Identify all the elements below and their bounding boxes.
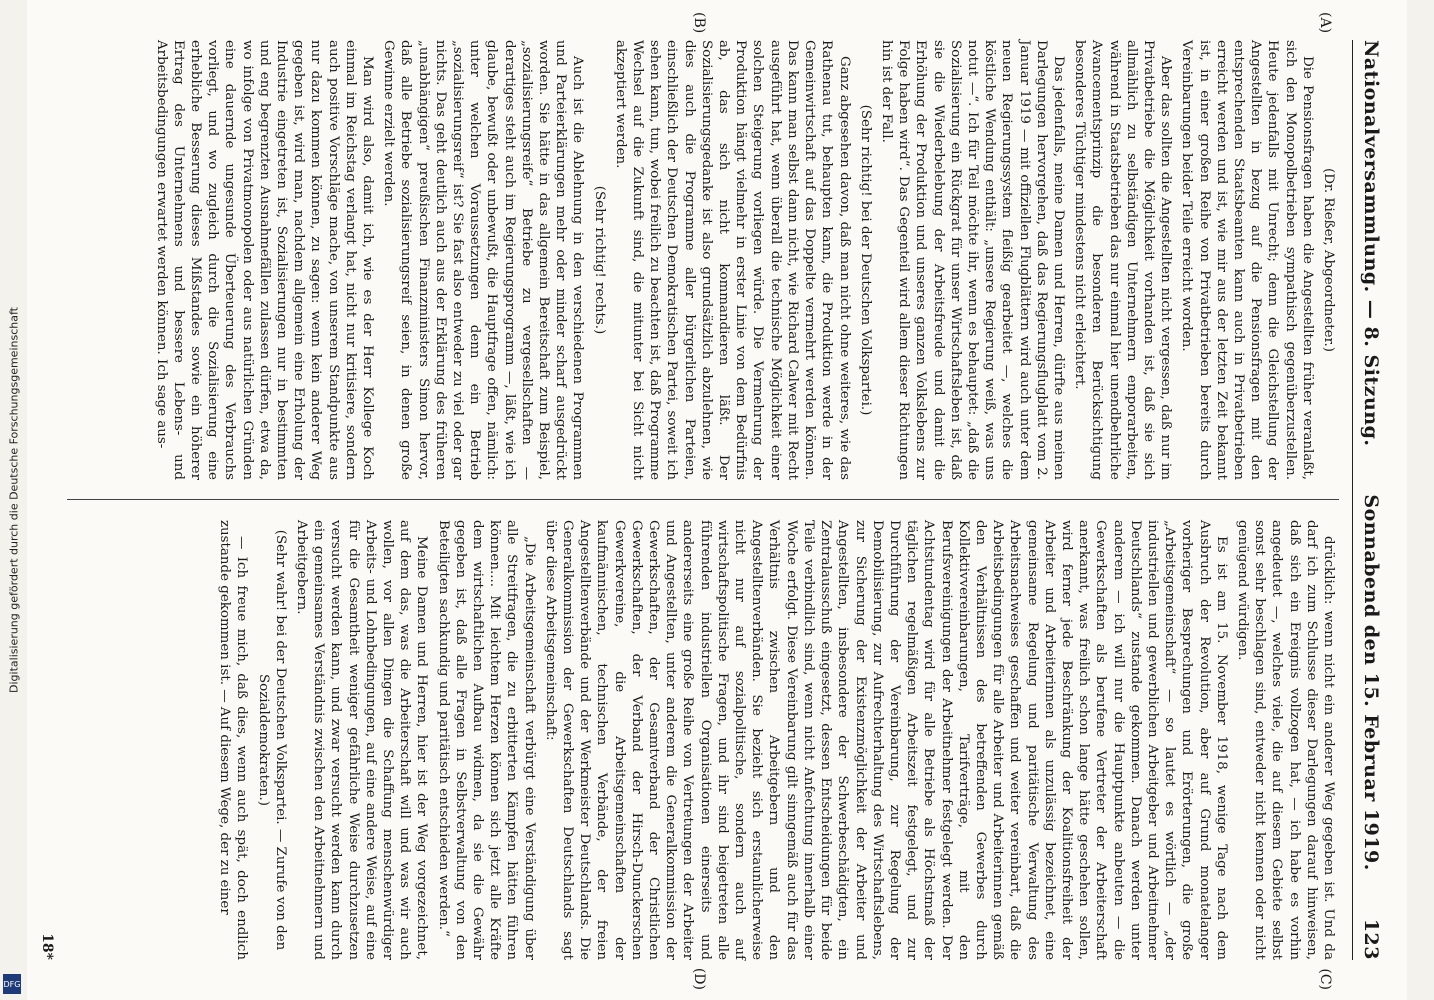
left-column: [67, 40, 1337, 480]
paragraph: — Ich freue mich, daß dies, wenn auch spät, doch endlich zustande gekommen ist. — Auf diesem Wege, der zu einer: [217, 520, 250, 960]
margin-marker-a: (A): [1317, 12, 1333, 34]
paragraph: Man wird also, damit ich, wie es der Herr Kollege Koch einmal im Reichstag verlangt hat, nicht nur kritisiere, sondern auch positive Vorschläge mache, von unserem Standpunkte aus nur dazu kommen können, zu sagen: wenn kein anderer Weg gegeben ist, wird man, nachdem allgemein eine Erholung der Industrie eingetreten ist, Sozialisierungen nur in bestimmten und eng begrenzten Ausnahmefällen zulassen dürfen, etwa da, wo infolge von Privatmonopolen oder aus natürlichen Gründen eine dauernde ungesunde Überteuerung des Verbrauchs vorliegt, und wo zugleich durch die Sozialisierung eine erhebliche Besserung dieses Mißstandes sowie ein höherer Ertrag des Unternehmens und bessere Lebens- und Arbeitsbedingungen erwartet werden können. Ich sage aus-: [153, 40, 376, 480]
paragraph: (Dr. Rießer, Abgeordneter.): [1321, 167, 1336, 353]
margin-marker-b: (B): [691, 12, 707, 34]
margin-marker-c: (C): [1317, 968, 1333, 990]
margin-marker-d: (D): [691, 967, 707, 990]
right-column: [67, 520, 1337, 960]
paragraph: (Sehr richtig! bei der Deutschen Volkspartei.): [857, 104, 873, 416]
paragraph: Aber das sollten die Angestellten nicht vergessen, daß nur im Privatbetriebe die Möglichkeit vorhanden ist, daß sie sich allmählich zu selbständigen Unternehmern emporarbeiten, während in Staatsbetrieben das nur einmal hier unendbehrliche Avancementsprinzip die besonderen Berücksichtigung besonderes Tüchtiger mindestens nicht erleichtert.: [1072, 40, 1174, 480]
paragraph: drücklich: wenn nicht ein anderer Weg gegeben ist. Und da darf ich zum Schlusse dieser Darlegungen darauf hinweisen, daß sich ein Ereignis vollzogen hat, — ich habe es vorhin angedeutet —, welches viele, die auf diesem Gebiete selbst sonst sehr beschlagen sind, entweder nicht kennen oder nicht genügend würdigen.: [1234, 520, 1336, 960]
paragraph: Ganz abgesehen davon, daß man nicht ohne weiteres, wie das Rathenau tut, behaupten kann, die Produktion werde in der Gemeinwirtschaft auf das Doppelte vermehrt werden können. Das kann man selbst dann nicht, wie Richard Calwer mit Recht ausgeführt hat, wenn überall die technische Möglichkeit einer solchen Steigerung vorliegen würde. Die Vermehrung der Produktion hängt vielmehr in erster Linie von dem Bedürfnis ab, das sich nicht kommandieren läßt. Der Sozialisierungsgedanke ist also grundsätzlich abzulehnen, wie dies auch die Programme aller bürgerlichen Parteien, einschließlich der Deutschen Demokratischen Partei, soweit ich sehen kann, tun, wobei freilich zu beachten ist, daß Programme Wechsel auf die Zukunft sind, die mitunter bei Sicht nicht akzeptiert werden.: [612, 40, 852, 480]
document-page: [27, 0, 1407, 1000]
digitization-note-text: Digitalisierung gefördert durch die Deutsche Forschungsgemeinschaft: [7, 307, 21, 693]
dfg-logo: DFG: [3, 974, 21, 994]
paragraph: Das jedenfalls, meine Damen und Herren, dürfte aus meinen Darlegungen hervorgehen, daß das Regierungsflugblatt vom 2. Januar 1919 — mit offiziellen Flugblättern wird auch unter dem neuen Regierungssystem fleißig gearbeitet —, welches die köstliche Wendung enthält: „unsere Regierung weiß, was uns notut —“. Ich für Teil möchte ihr, wenn es behauptet: „daß die Sozialisierung ein Rückgrat für unser Wirtschaftsleben ist, daß sie die Wiederbelebung der Arbeitsfreude und damit die Erhöhung der Produktion und unseres ganzen Volkslebens zur Folge haben wird“. Das Gegenteil wird allem dieser Richtungen hin ist der Fall.: [878, 40, 1066, 480]
paragraph: „Die Arbeitsgemeinschaft verbürgt eine Verständigung über alle Streitfragen, die zu erbitterten Kämpfen hätten führen können.... Mit leichtem Herzen können sich jetzt alle Kräfte dem wirtschaftlichen Aufbau widmen, da sie die Gewähr gegeben ist, daß alle Fragen in Selbstverwaltung von den Beteiligten sachkundig und paritätisch entschieden werden.“: [435, 520, 537, 960]
paragraph: (Sehr richtig! rechts.): [591, 185, 607, 335]
paragraph: Meine Damen und Herren, hier ist der Weg vorgezeichnet, auf dem das, was die Arbeiterschaft will und was wir auch wollen, vor allen Dingen die Schaffung menschenwürdiger Arbeits- und Lohnbedingungen, auf eine andere Weise, auf eine für die Gesamtheit weniger gefährliche Weise durchzusetzen versucht werden kann, und zwar versucht werden kann durch ein gemeinsames Verständnis zwischen den Arbeitnehmern und Arbeitgebern.: [294, 520, 430, 960]
paragraph: Auch ist die Ablehnung in den verschiedenen Programmen und Parteierklärungen mehr oder minder scharf ausgedrückt worden. Sie hätte in das allgemein Bereitschaft zum Beispiel, „sozialisierungsreife“ Betriebe zu vergesellschaften — derartiges steht auch im Regierungsprogramm —, läßt, wie ich glaube, bewußt oder unbewußt, die Hauptfrage offen, nämlich: unter welchen Voraussetzungen denn ein Betrieb „sozialisierungsreif“ ist? Sie fast also entweder zu viel oder gar nichts. Das geht deutlich auch aus der Erklärung des früheren „unabhängigen“ preußischen Finanzministers Simon hervor, daß alle Betriebe sozialisierungsreif seien, in denen große Gewinne erzielt werden.: [381, 40, 586, 480]
header-left: Nationalversammlung. — 8. Sitzung.: [1360, 40, 1382, 447]
header-right: Sonnabend den 15. Februar 1919.: [1360, 494, 1382, 871]
column-divider: [67, 499, 1339, 500]
paragraph: (Sehr wahr! bei der Deutschen Volkspartei. — Zurufe von den Sozialdemokraten.): [255, 529, 288, 951]
signature-mark: 18*: [39, 933, 55, 960]
paragraph: Es ist am 15. November 1918, wenige Tage nach dem Ausbruch der Revolution, aber auf Grund monatelanger vorheriger Besprechungen und Erörterungen, die große „Arbeitsgemeinschaft“ — so lautet es wörtlich — „der industriellen und gewerblichen Arbeitgeber und Arbeitnehmer Deutschlands“ zustande gekommen. Danach werden unter anderem — ich will nur die Hauptpunkte anbeuten — die Gewerkschaften als berufene Vertreter der Arbeiterschaft anerkannt, was freilich schon lange hätte geschehen sollen, wird ferner jede Beschränkung der Koalitionsfreiheit der Arbeiter und Arbeiterinnen als unzulässig bezeichnet, eine gemeinsame Regelung und paritätische Verwaltung des Arbeitsnachweises geschaffen und weiter vereinbart, daß die Arbeitsbedingungen für alle Arbeiter und Arbeiterinnen gemäß den Verhältnissen des betreffenden Gewerbes durch Kollektivvereinbarungen, Tarifverträge, mit den Berufsvereinigungen der Arbeitnehmer festgelegt werden. Der Achtstundentag wird für alle Betriebe als Höchstmaß der täglichen regelmäßigen Arbeitszeit festgelegt, und zur Durchführung der Vereinbarung, zur Regelung der Demobilisierung, zur Aufrechterhaltung des Wirtschaftslebens, zur Sicherung der Existenzmöglichkeit der Arbeiter und Angestellten, insbesondere der Schwerbeschädigten, ein Zentralausschuß eingesetzt, dessen Entscheidungen für beide Teile verbindlich sind, wenn nicht Anfechtung innerhalb einer Woche erfolgt. Diese Vereinbarung gilt sinngemäß auch für das Verhältnis zwischen Arbeitgebern und den Angestelltenverbänden. Sie bezieht sich erstaunlicherweise nicht nur auf sozialpolitische, sondern auch auf wirtschaftspolitische Fragen, und ihr sind beigetreten alle führenden industriellen Organisationen einerseits und andererseits eine große Reihe von Vertretungen der Arbeiter und Angestellten, unter anderem die Generalkommission der Gewerkschaften, der Gesamtverband der Christlichen Gewerkschaften, der Verband der Hirsch-Dunckerschen Gewerkvereine, die Arbeitsgemeinschaften der kaufmännischen, technischen Verbände, der freien Angestelltenverbände und der Werkmeister Deutschlands. Die Generalkommission der Gewerkschaften Deutschlands sagt über diese Arbeitsgemeinschaft:: [542, 520, 1229, 960]
page-header: [1352, 40, 1389, 960]
digitization-note: [4, 0, 24, 1000]
page-number: 123: [1360, 918, 1382, 960]
paragraph: Die Pensionsfragen haben die Angestellten früher veranlaßt, sich den Monopolbetrieben sympathisch gegenüberzustellen. Heute jedenfalls mit Unrecht; denn die Gleichstellung der Angestellten in bezug auf die Pensionsfragen mit den entsprechenden Staatsbeamten kann auch in Privatbetrieben erreicht werden und ist, wie mir aus der letzten Zeit bekannt ist, in einer großen Reihe von Privatbetrieben bereits durch Vereinbarungen beider Teile erreicht worden.: [1179, 40, 1315, 480]
